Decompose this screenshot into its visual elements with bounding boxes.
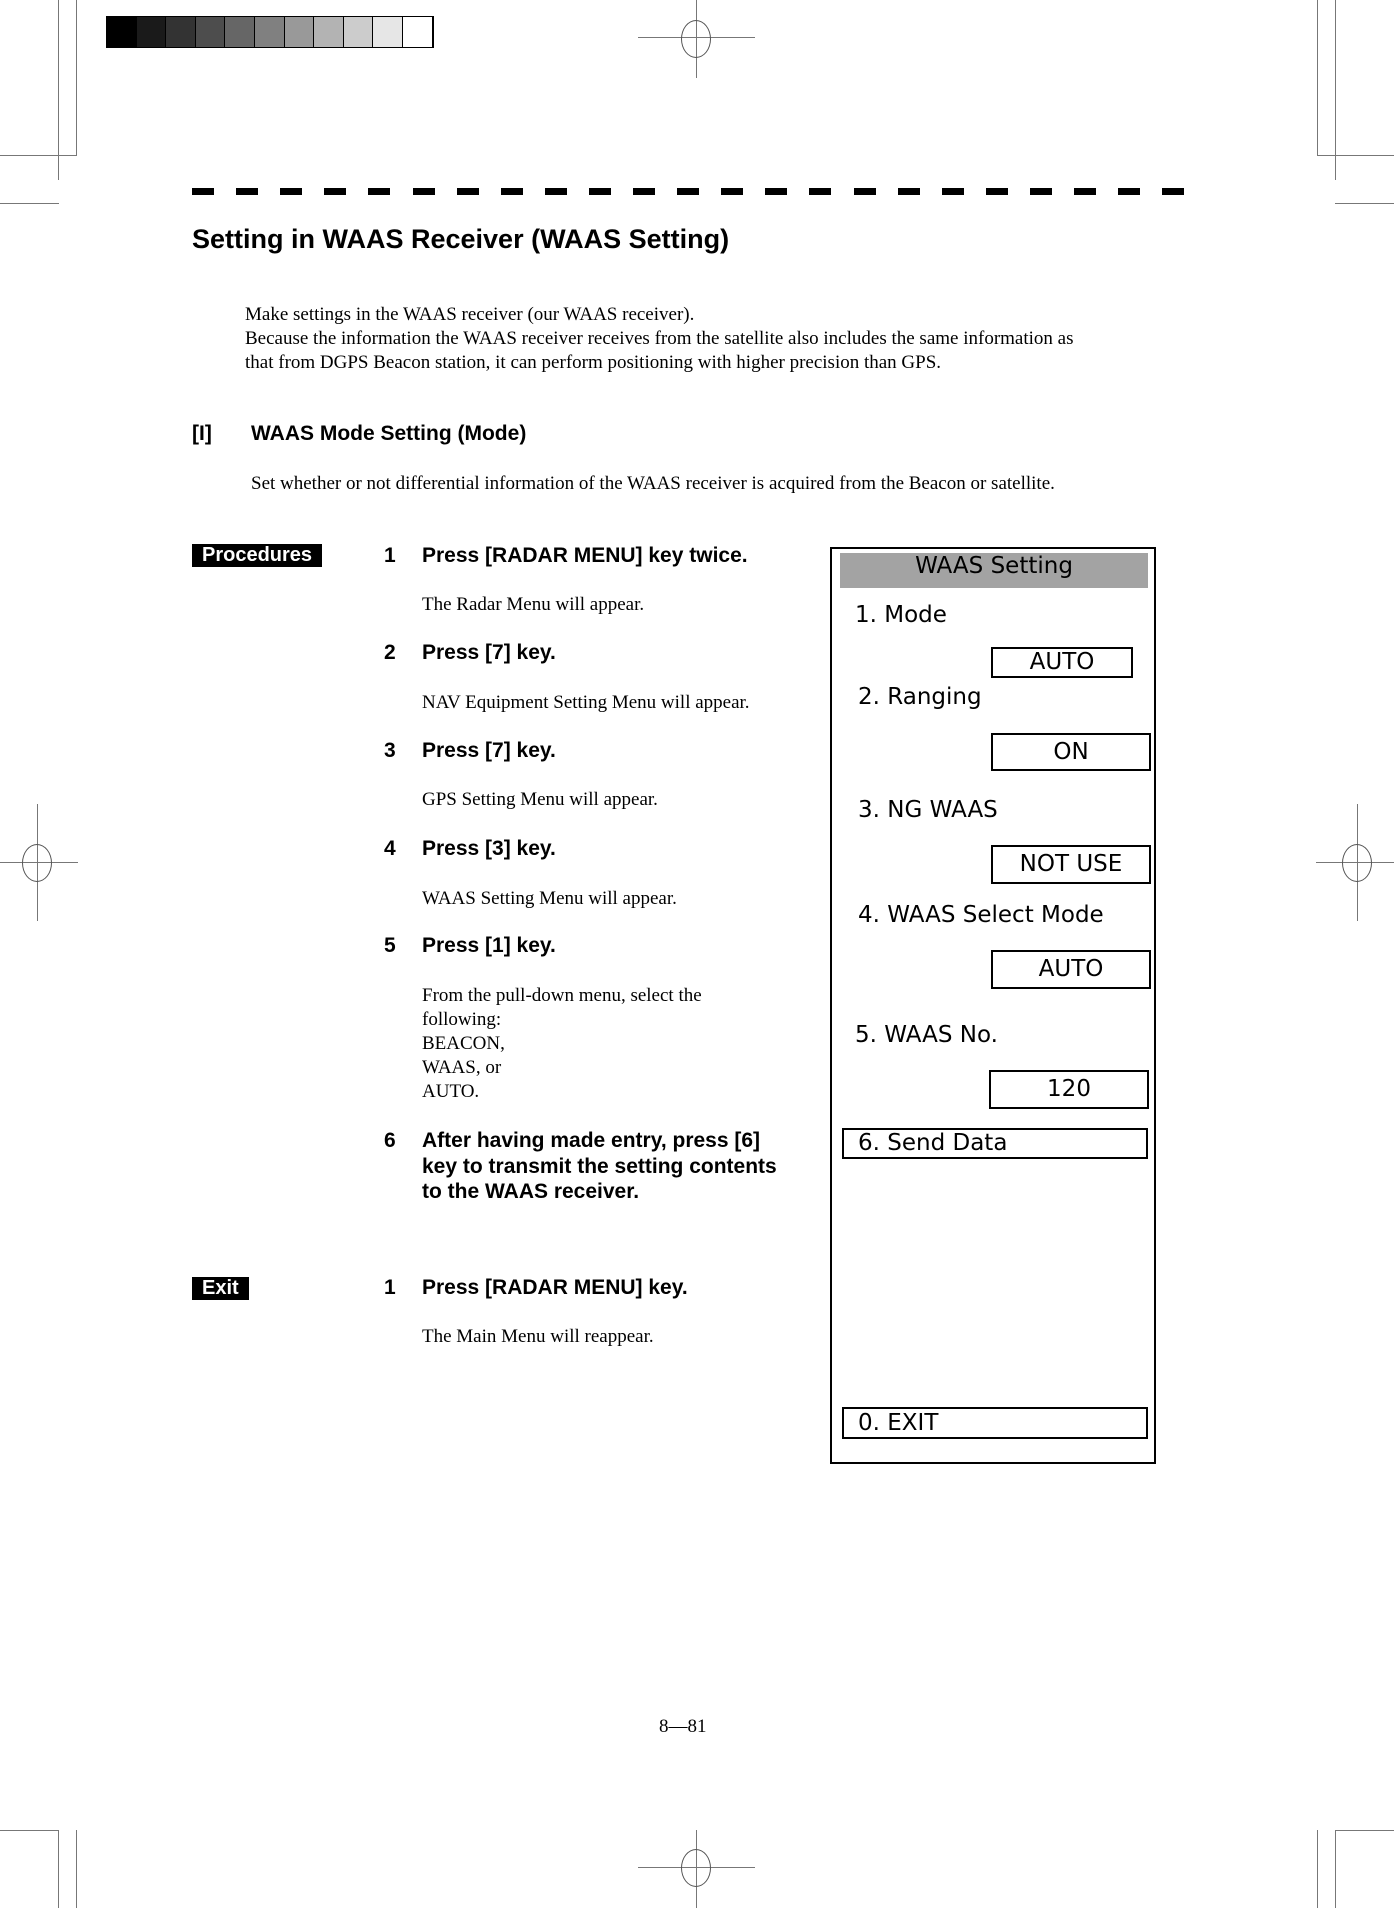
gray-swatch: [255, 17, 285, 47]
menu-item-waas-select-mode[interactable]: 4. WAAS Select Mode: [858, 902, 1104, 928]
dash: [545, 188, 567, 195]
waas-select-mode-value[interactable]: AUTO: [991, 950, 1151, 989]
step-result: The Radar Menu will appear.: [422, 594, 645, 615]
dash: [809, 188, 831, 195]
step-instruction: Press [3] key.: [422, 837, 556, 860]
dash: [280, 188, 302, 195]
dash: [589, 188, 611, 195]
dash: [1074, 188, 1096, 195]
step-instruction: Press [1] key.: [422, 934, 556, 957]
dash: [633, 188, 655, 195]
grayscale-bar: [106, 16, 434, 48]
menu-title: WAAS Setting: [840, 553, 1148, 588]
ng-waas-value[interactable]: NOT USE: [991, 845, 1151, 884]
step-instruction: to the WAAS receiver.: [422, 1180, 640, 1203]
dash: [986, 188, 1008, 195]
step-result: The Main Menu will reappear.: [422, 1326, 654, 1347]
dash: [192, 188, 214, 195]
step-instruction: Press [7] key.: [422, 641, 556, 664]
mode-value[interactable]: AUTO: [991, 647, 1133, 678]
dash: [721, 188, 743, 195]
dash: [324, 188, 346, 195]
dash: [368, 188, 390, 195]
step-result: WAAS Setting Menu will appear.: [422, 888, 677, 909]
dash: [677, 188, 699, 195]
step-instruction: Press [RADAR MENU] key.: [422, 1276, 688, 1299]
dash: [1162, 188, 1184, 195]
step-result: following:: [422, 1009, 502, 1030]
step-number: 2: [384, 641, 396, 664]
intro-line: Make settings in the WAAS receiver (our WAAS receiver).: [245, 304, 695, 325]
gray-swatch: [137, 17, 167, 47]
ranging-value[interactable]: ON: [991, 733, 1151, 771]
exit-badge: Exit: [192, 1277, 249, 1300]
gray-swatch: [225, 17, 255, 47]
gray-swatch: [196, 17, 226, 47]
intro-line: that from DGPS Beacon station, it can perform positioning with higher precision than GPS.: [245, 352, 942, 373]
dash: [942, 188, 964, 195]
section-description: Set whether or not differential information of the WAAS receiver is acquired from the Beacon or satellite.: [251, 473, 1055, 494]
step-result: GPS Setting Menu will appear.: [422, 789, 658, 810]
procedures-badge: Procedures: [192, 544, 322, 567]
dash: [765, 188, 787, 195]
step-result: From the pull-down menu, select the: [422, 985, 702, 1006]
dash: [1030, 188, 1052, 195]
menu-item-ranging[interactable]: 2. Ranging: [858, 684, 982, 710]
step-number: 1: [384, 544, 396, 567]
step-instruction: Press [RADAR MENU] key twice.: [422, 544, 748, 567]
gray-swatch: [314, 17, 344, 47]
exit-button[interactable]: 0. EXIT: [842, 1407, 1148, 1439]
gray-swatch: [403, 17, 433, 47]
dash: [236, 188, 258, 195]
page-number: 8—81: [659, 1716, 707, 1737]
step-instruction: Press [7] key.: [422, 739, 556, 762]
gray-swatch: [285, 17, 315, 47]
dash: [898, 188, 920, 195]
menu-item-ng-waas[interactable]: 3. NG WAAS: [858, 797, 998, 823]
dash: [501, 188, 523, 195]
section-heading: WAAS Mode Setting (Mode): [251, 422, 527, 445]
menu-item-waas-no[interactable]: 5. WAAS No.: [855, 1022, 998, 1048]
step-result: WAAS, or: [422, 1057, 502, 1078]
step-result: BEACON,: [422, 1033, 505, 1054]
step-result: NAV Equipment Setting Menu will appear.: [422, 692, 750, 713]
section-marker: [I]: [192, 422, 212, 445]
step-instruction: key to transmit the setting contents: [422, 1155, 777, 1178]
step-result: AUTO.: [422, 1081, 480, 1102]
menu-item-mode[interactable]: 1. Mode: [855, 602, 947, 628]
gray-swatch: [344, 17, 374, 47]
gray-swatch: [166, 17, 196, 47]
gray-swatch: [107, 17, 137, 47]
step-number: 1: [384, 1276, 396, 1299]
dash: [413, 188, 435, 195]
dash: [854, 188, 876, 195]
step-number: 5: [384, 934, 396, 957]
dash: [1118, 188, 1140, 195]
dash: [457, 188, 479, 195]
step-number: 4: [384, 837, 396, 860]
step-instruction: After having made entry, press [6]: [422, 1129, 761, 1152]
page-title: Setting in WAAS Receiver (WAAS Setting): [192, 224, 730, 254]
step-number: 6: [384, 1129, 396, 1152]
waas-no-value[interactable]: 120: [989, 1070, 1149, 1109]
step-number: 3: [384, 739, 396, 762]
send-data-button[interactable]: 6. Send Data: [842, 1128, 1148, 1159]
gray-swatch: [373, 17, 403, 47]
intro-line: Because the information the WAAS receiver receives from the satellite also includes the same information as: [245, 328, 1074, 349]
